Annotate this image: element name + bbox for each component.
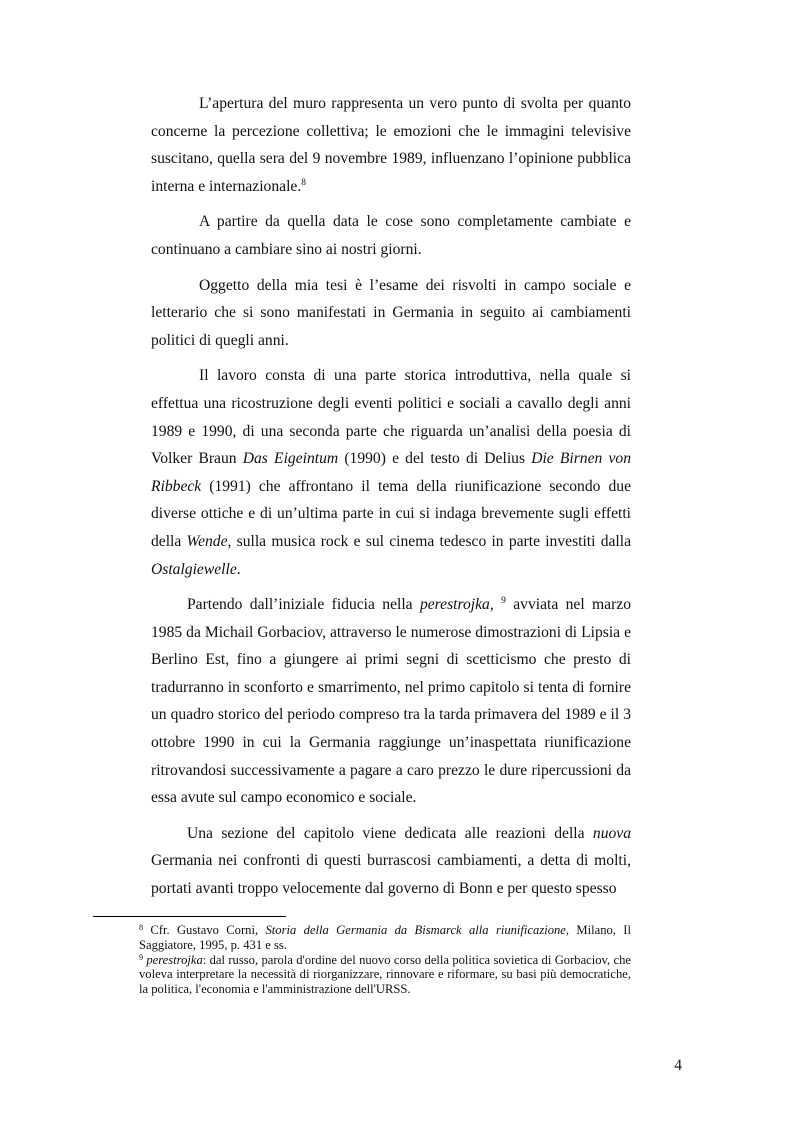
term-ostalgiewelle: Ostalgiewelle xyxy=(151,560,237,578)
footnote-ref-9[interactable]: 9 xyxy=(501,596,506,607)
paragraph-4: Il lavoro consta di una parte storica introduttiva, nella quale si effettua una ricostruzione degli eventi politici e sociali a cavallo degli anni 1989 e 1990, di una seconda parte che riguarda un’analisi della poesia di Volker Braun Das Eigeintum (1990) e del testo di Delius Die Birnen von Ribbeck (1991) che affrontano il tema della riunificazione secondo due diverse ottiche e di un’ultima parte in cui si indaga brevemente sugli effetti della Wende, sulla musica rock e sul cinema tedesco in parte investiti dalla Ostalgiewelle. xyxy=(151,367,631,578)
paragraph-2: A partire da quella data le cose sono completamente cambiate e continuano a cambiare sino ai nostri giorni. xyxy=(151,213,631,258)
footnote-8: $^8$ Cfr. Gustavo Corni, Storia della Germania da Bismarck alla riunificazione, Milano, Il Saggiatore, 1995, p. 431 e ss. xyxy=(139,923,631,952)
paragraph-6: Una sezione del capitolo viene dedicata alle reazioni della nuova Germania nei confronti di questi burrascosi cambiamenti, a detta di molti, portati avanti troppo velocemente dal governo di Bonn e per questo spesso xyxy=(151,824,631,898)
page-number: 4 xyxy=(674,1057,682,1074)
title-das-eigeintum: Das Eigeintum xyxy=(242,450,339,468)
paragraph-1: L’apertura del muro rappresenta un vero punto di svolta per quanto concerne la percezione collettiva; le emozioni che le immagini televisive suscitano, quella sera del 9 novembre 1989, influenzano l’opinione pubblica interna e internazionale.$^8$ xyxy=(151,95,631,195)
body-text xyxy=(151,90,631,903)
footnote-ref-8[interactable]: 8 xyxy=(301,177,306,188)
title-die-birnen-von-ribbeck: Die Birnen von Ribbeck xyxy=(151,450,631,495)
footnote-separator xyxy=(93,916,286,917)
footnotes xyxy=(139,923,631,997)
term-perestrojka: perestrojka xyxy=(419,596,490,614)
footnote-9: $^9$ perestrojka: dal russo, parola d'ordine del nuovo corso della politica sovietica di Gorbaciov, che voleva interpretare la necessità di riorganizzare, rinnovare e riformare, su basi più democratiche, la politica, l'economia e l'amministrazione dell'URSS. xyxy=(139,952,632,997)
paragraph-5: Partendo dall’iniziale fiducia nella perestrojka, $^9$ avviata nel marzo 1985 da Michail Gorbaciov, attraverso le numerose dimostrazioni di Lipsia e Berlino Est, fino a giungere ai primi segni di scetticismo che presto di tradurranno in sconforto e smarrimento, nel primo capitolo si tenta di fornire un quadro storico del periodo compreso tra la tarda primavera del 1989 e il 3 ottobre 1990 in cui la Germania raggiunge un’inaspettata riunificazione ritrovandosi successivamente a pagare a caro prezzo le dure ripercussioni da essa avute sul campo economico e sociale. xyxy=(151,596,632,807)
paragraph-3: Oggetto della mia tesi è l’esame dei risvolti in campo sociale e letterario che si sono manifestati in Germania in seguito ai cambiamenti politici di quegli anni. xyxy=(151,276,631,349)
term-wende: Wende xyxy=(186,532,228,550)
term-nuova: nuova xyxy=(592,824,631,842)
